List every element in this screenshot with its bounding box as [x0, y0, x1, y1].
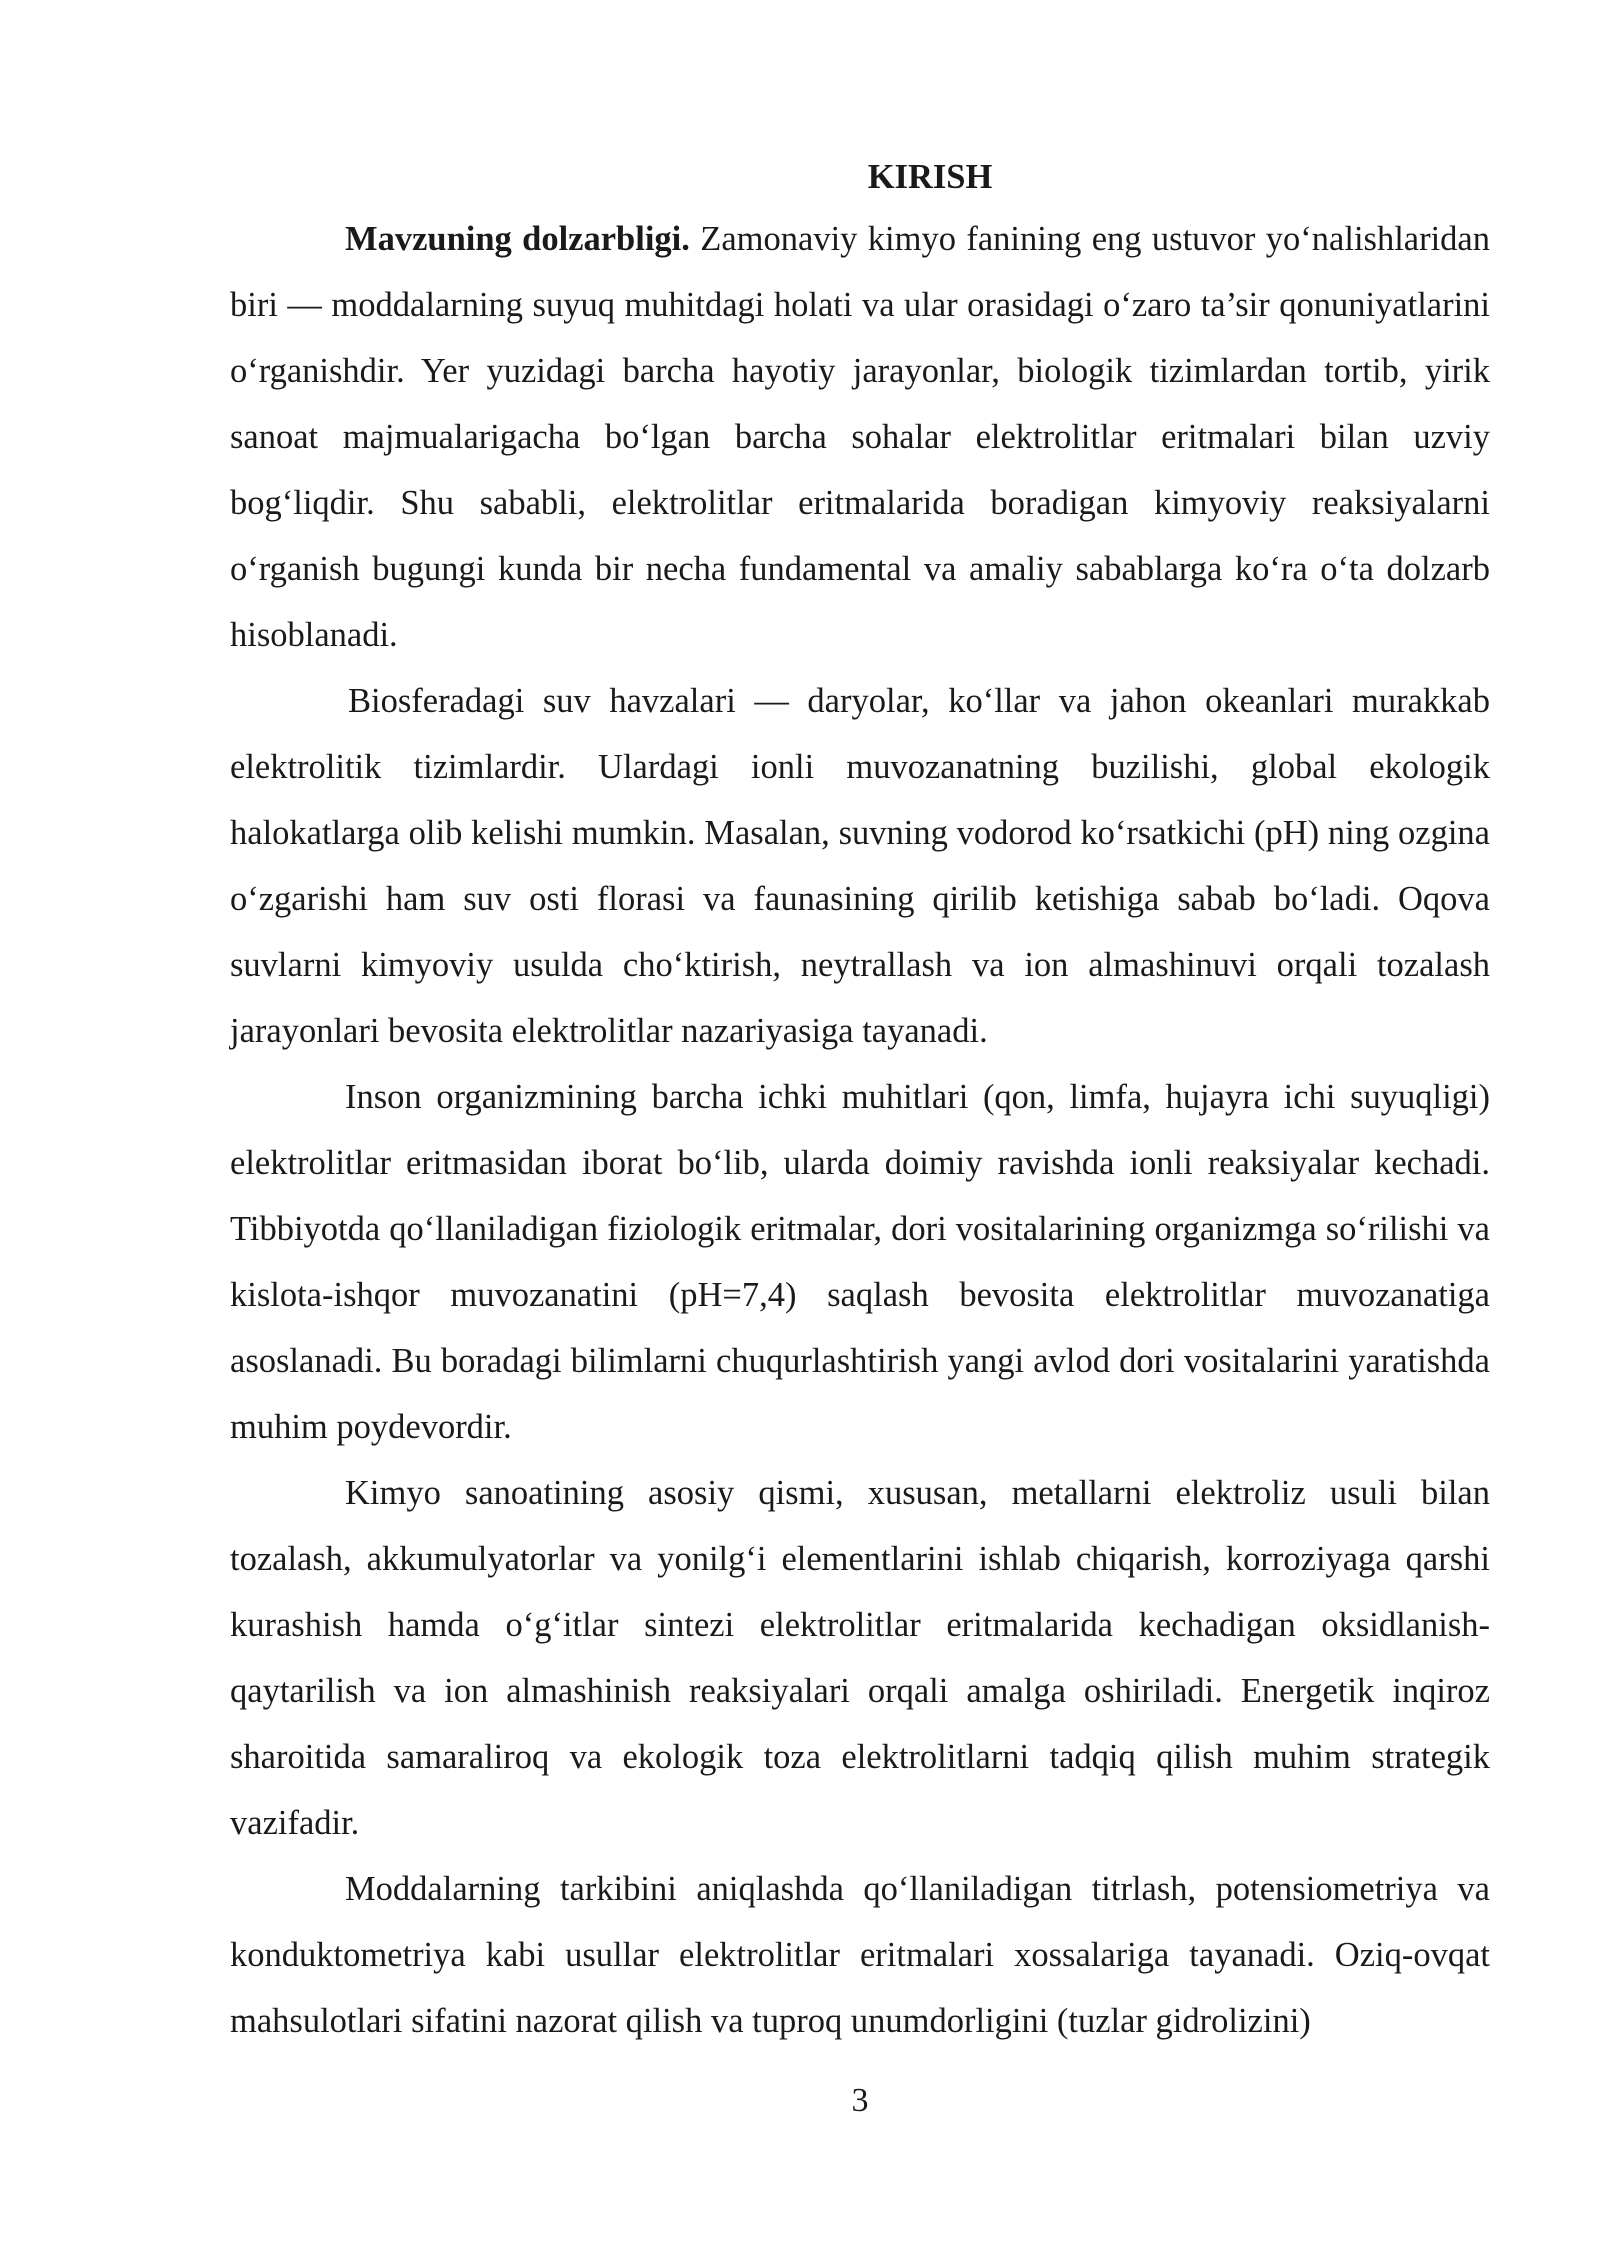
paragraph-text: Zamonaviy kimyo fanining eng ustuvor yo‘nalishlaridan biri — moddalarning suyuq muhitdagi holati va ular orasidagi o‘zaro ta’sir qonuniyatlarini o‘rganishdir. Yer yuzidagi barcha hayotiy jarayonlar, biologik tizimlardan tortib, yirik sanoat majmualarigacha bo‘lgan barcha sohalar elektrolitlar eritmalari bilan uzviy bog‘liqdir. Shu sababli, elektrolitlar eritmalarida boradigan kimyoviy reaksiyalarni o‘rganish bugungi kunda bir necha fundamental va amaliy sabablarga ko‘ra o‘ta dolzarb hisoblanadi.: [230, 220, 1490, 654]
paragraph-human-body: Inson organizmining barcha ichki muhitlari (qon, limfa, hujayra ichi suyuqligi) elektrolitlar eritmasidan iborat bo‘lib, ularda doimiy ravishda ionli reaksiyalar kechadi. Tibbiyotda qo‘llaniladigan fiziologik eritmalar, dori vositalarining organizmga so‘rilishi va kislota-ishqor muvozanatini (pH=7,4) saqlash bevosita elektrolitlar muvozanatiga asoslanadi. Bu boradagi bilimlarni chuqurlashtirish yangi avlod dori vositalarini yaratishda muhim poydevordir.: [230, 1078, 1490, 1446]
paragraph-chemical-industry: Kimyo sanoatining asosiy qismi, xususan, metallarni elektroliz usuli bilan tozalash, akkumulyatorlar va yonilg‘i elementlarini ishlab chiqarish, korroziyaga qarshi kurashish hamda o‘g‘itlar sintezi elektrolitlar eritmalarida kechadigan oksidlanish-qaytarilish va ion almashinish reaksiyalari orqali amalga oshiriladi. Energetik inqiroz sharoitida samaraliroq va ekologik toza elektrolitlarni tadqiq qilish muhim strategik vazifadir.: [230, 1474, 1490, 1842]
page-number: 3: [851, 2082, 869, 2119]
paragraph-analysis-methods: Moddalarning tarkibini aniqlashda qo‘llaniladigan titrlash, potensiometriya va konduktometriya kabi usullar elektrolitlar eritmalari xossalariga tayanadi. Oziq-ovqat mahsulotlari sifatini nazorat qilish va tuproq unumdorligini (tuzlar gidrolizini): [230, 1870, 1490, 2040]
paragraph-lead: Mavzuning dolzarbligi.: [345, 220, 690, 258]
section-heading: KIRISH: [867, 158, 993, 196]
paragraph-biosphere: Biosferadagi suv havzalari — daryolar, ko‘llar va jahon okeanlari murakkab elektrolitik tizimlardir. Ulardagi ionli muvozanatning buzilishi, global ekologik halokatlarga olib kelishi mumkin. Masalan, suvning vodorod ko‘rsatkichi (pH) ning ozgina o‘zgarishi ham suv osti florasi va faunasining qirilib ketishiga sabab bo‘ladi. Oqova suvlarni kimyoviy usulda cho‘ktirish, neytrallash va ion almashinuvi orqali tozalash jarayonlari bevosita elektrolitlar nazariyasiga tayanadi.: [230, 682, 1490, 1050]
paragraph-relevance: [230, 206, 1490, 668]
page-body: [230, 148, 1490, 2054]
